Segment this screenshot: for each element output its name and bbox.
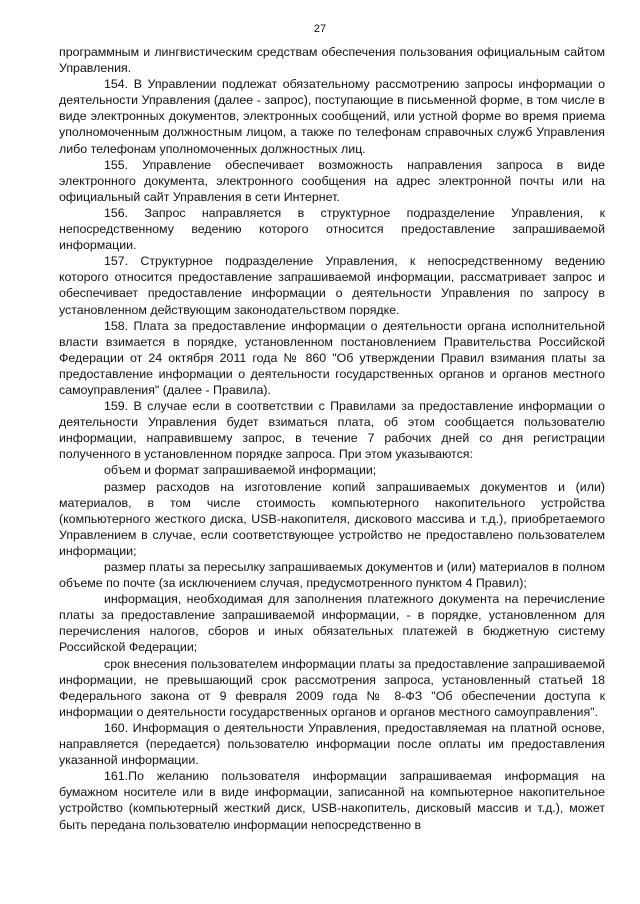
paragraph-160: 160. Информация о деятельности Управления, предоставляемая на платной основе, направляется (передается) пользователю информации после оплаты им предоставления указанной информации.	[59, 720, 605, 768]
paragraph-159: 159. В случае если в соответствии с Правилами за предоставление информации о деятельности Управления будет взиматься плата, об этом сообщается пользователю информации, направившему запрос, в течение 7 рабочих дней со дня регистрации полученного в установленном порядке запроса. При этом указываются:	[59, 399, 605, 462]
paragraph-156: 156. Запрос направляется в структурное подразделение Управления, к непосредственному ведению которого относится предоставление запрашиваемой информации.	[59, 205, 605, 253]
paragraph-continuation: программным и лингвистическим средствам обеспечения пользования официальным сайтом Управления.	[59, 45, 605, 76]
paragraph-154: 154. В Управлении подлежат обязательному рассмотрению запросы информации о деятельности Управления (далее - запрос), поступающие в письменной форме, в том числе в виде электронных документов, электронных сообщений, или устной форме во время приема уполномоченным должностным лицом, а также по телефонам справочных служб Управления либо телефонам уполномоченных должностных лиц.	[59, 77, 605, 156]
document-body	[59, 44, 605, 833]
list-item-postage-fee: размер платы за пересылку запрашиваемых документов и (или) материалов в полном объеме по почте (за исключением случая, предусмотренного пунктом 4 Правил);	[59, 560, 605, 591]
paragraph-157: 157. Структурное подразделение Управления, к непосредственному ведению которого относится предоставление запрашиваемой информации, рассматривает запрос и обеспечивает предоставление информации о деятельности Управления по запросу в установленном действующим законодательством порядке.	[59, 254, 605, 317]
list-item-copy-costs: размер расходов на изготовление копий запрашиваемых документов и (или) материалов, в том числе стоимость компьютерного накопительного устройства (компьютерного жесткого диска, USB-накопителя, дискового массива и т.д.), приобретаемого Управлением в случае, если соответствующее устройство не предоставлено пользователем информации;	[59, 479, 605, 558]
list-item-payment-deadline: срок внесения пользователем информации платы за предоставление запрашиваемой информации, не превышающий срок рассмотрения запроса, установленный статьей 18 Федерального закона от 9 февраля 2009 года № 8-ФЗ "Об обеспечении доступа к информации о деятельности государственных органов и органов местного самоуправления".	[59, 656, 605, 719]
list-item-payment-info: информация, необходимая для заполнения платежного документа на перечисление платы за предоставление запрашиваемой информации, - в порядке, установленном для перечисления налогов, сборов и иных обязательных платежей в бюджетную систему Российской Федерации;	[59, 592, 605, 655]
paragraph-158: 158. Плата за предоставление информации о деятельности органа исполнительной власти взимается в порядке, установленном постановлением Правительства Российской Федерации от 24 октября 2011 года № 860 "Об утверждении Правил взимания платы за предоставление информации о деятельности государственных органов и органов местного самоуправления" (далее - Правила).	[59, 318, 605, 397]
paragraph-155: 155. Управление обеспечивает возможность направления запроса в виде электронного документа, электронного сообщения на адрес электронной почты или на официальный сайт Управления в сети Интернет.	[59, 157, 605, 204]
paragraph-161: 161.По желанию пользователя информации запрашиваемая информация на бумажном носителе или в виде информации, записанной на компьютерное накопительное устройство (компьютерный жесткий диск, USB-накопитель, дисковый массив и т.д.), может быть передана пользователю информации непосредственно в	[59, 769, 605, 832]
page-number: 27	[313, 23, 327, 35]
list-item-volume-format: объем и формат запрашиваемой информации;	[104, 463, 377, 478]
